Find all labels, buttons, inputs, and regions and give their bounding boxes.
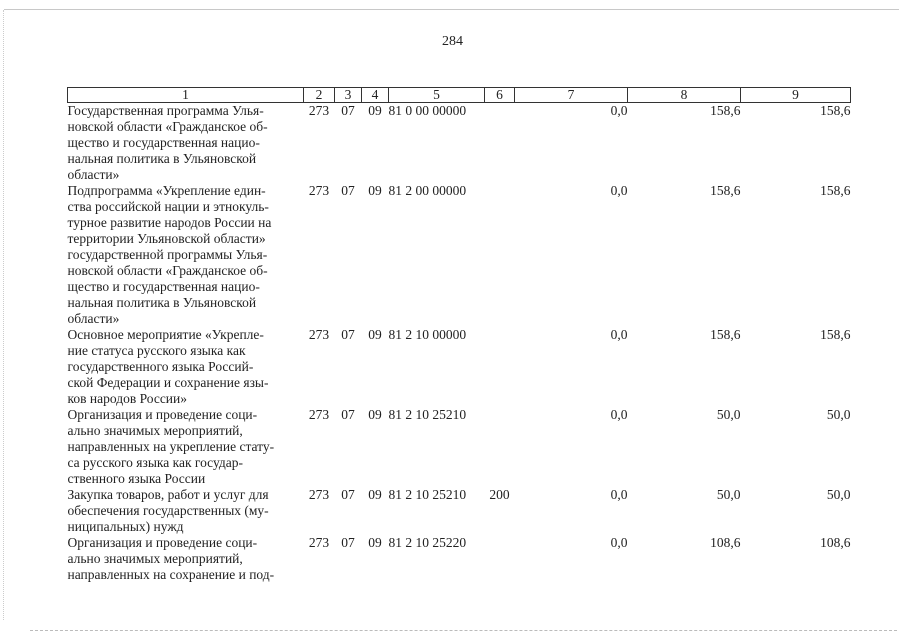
table-body: [68, 103, 851, 584]
row-name-line: щество и государственная нацио-: [67, 135, 260, 150]
row-name-line: ков народов России»: [67, 391, 188, 406]
row-name-line: ально значимых мероприятий,: [67, 423, 243, 438]
header-cell-2: 2: [304, 88, 335, 103]
row-name-line: Закупка товаров, работ и услуг для: [67, 487, 269, 502]
row-value-col7: 0,0: [610, 487, 628, 502]
row-subsection-code: 09: [368, 487, 382, 502]
header-cell-4: 4: [362, 88, 389, 103]
scan-bottom-edge: [30, 630, 897, 632]
row-ministry-code: 273: [308, 487, 330, 502]
row-subsection-code: 09: [368, 407, 382, 422]
row-name-line: Государственная программа Улья-: [67, 103, 264, 118]
row-name-line: области»: [67, 311, 120, 326]
row-name: [68, 183, 304, 327]
row-ministry-code: 273: [308, 535, 330, 550]
row-value-col7: 0,0: [610, 535, 628, 550]
row-name-line: территории Ульяновской области»: [67, 231, 266, 246]
scan-top-border: [4, 9, 899, 10]
row-section-code: 07: [341, 487, 355, 502]
row-name-line: щество и государственная нацио-: [67, 279, 260, 294]
row-target-article: 81 2 10 25210: [388, 487, 467, 502]
row-value-col8: 50,0: [716, 407, 741, 422]
header-cell-1: 1: [68, 88, 304, 103]
row-name-line: Организация и проведение соци-: [67, 535, 258, 550]
row-value-col9: 108,6: [820, 535, 851, 550]
row-value-col8: 158,6: [710, 103, 741, 118]
row-name-line: государственной программы Улья-: [67, 247, 268, 262]
row-value-col9: 158,6: [820, 103, 851, 118]
row-target-article: 81 0 00 00000: [388, 103, 467, 118]
row-subsection-code: 09: [368, 535, 382, 550]
row-name-line: ально значимых мероприятий,: [67, 551, 243, 566]
row-name: [68, 487, 304, 535]
row-value-col9: 158,6: [820, 183, 851, 198]
row-section-code: 07: [341, 327, 355, 342]
row-name-line: обеспечения государственных (му-: [67, 503, 269, 518]
row-target-article: 81 2 10 00000: [388, 327, 467, 342]
row-ministry-code: 273: [308, 183, 330, 198]
row-section-code: 07: [341, 407, 355, 422]
scan-left-edge: [3, 10, 5, 620]
row-value-col9: 158,6: [820, 327, 851, 342]
row-name-line: ственного языка России: [67, 471, 206, 486]
row-ministry-code: 273: [308, 103, 330, 118]
row-section-code: 07: [341, 535, 355, 550]
row-name-line: ской Федерации и сохранение язы-: [67, 375, 269, 390]
header-cell-7: 7: [515, 88, 628, 103]
row-name: [68, 103, 304, 184]
page-number: 284: [442, 34, 463, 49]
header-cell-9: 9: [741, 88, 851, 103]
row-name-line: Основное мероприятие «Укрепле-: [67, 327, 264, 342]
row-subsection-code: 09: [368, 183, 382, 198]
row-name-line: турное развитие народов России на: [67, 215, 272, 230]
row-name-line: Организация и проведение соци-: [67, 407, 258, 422]
row-target-article: 81 2 10 25220: [388, 535, 467, 550]
row-ministry-code: 273: [308, 327, 330, 342]
row-subsection-code: 09: [368, 327, 382, 342]
row-name-line: ниципальных) нужд: [67, 519, 184, 534]
header-row: [68, 88, 851, 103]
row-target-article: 81 2 10 25210: [388, 407, 467, 422]
row-name: [68, 535, 304, 583]
table-row: [68, 103, 851, 184]
table-row: [68, 535, 851, 583]
row-expense-type: [485, 183, 515, 327]
row-expense-type: [485, 407, 515, 487]
row-value-col8: 50,0: [716, 487, 741, 502]
row-value-col7: 0,0: [610, 183, 628, 198]
row-section-code: 07: [341, 183, 355, 198]
row-name-line: ние статуса русского языка как: [67, 343, 246, 358]
row-value-col9: 50,0: [826, 487, 851, 502]
row-name-line: государственного языка Россий-: [67, 359, 254, 374]
row-name: [68, 327, 304, 407]
table-row: [68, 183, 851, 327]
row-name-line: направленных на сохранение и под-: [67, 567, 275, 582]
header-cell-5: 5: [389, 88, 485, 103]
row-expense-type: [485, 103, 515, 184]
header-cell-6: 6: [485, 88, 515, 103]
row-name-line: Подпрограмма «Укрепление един-: [67, 183, 266, 198]
row-subsection-code: 09: [368, 103, 382, 118]
table-row: [68, 487, 851, 535]
row-ministry-code: 273: [308, 407, 330, 422]
row-name-line: нальная политика в Ульяновской: [67, 295, 257, 310]
row-name-line: новской области «Гражданское об-: [67, 119, 268, 134]
row-section-code: 07: [341, 103, 355, 118]
row-name-line: области»: [67, 167, 120, 182]
table-header: [68, 88, 851, 103]
row-name-line: ства российской нации и этнокуль-: [67, 199, 269, 214]
row-name: [68, 407, 304, 487]
row-name-line: направленных на укрепление стату-: [67, 439, 275, 454]
budget-table: [67, 87, 851, 583]
row-value-col8: 158,6: [710, 327, 741, 342]
row-name-line: нальная политика в Ульяновской: [67, 151, 257, 166]
row-value-col7: 0,0: [610, 103, 628, 118]
row-expense-type: [485, 535, 515, 583]
header-cell-3: 3: [335, 88, 362, 103]
row-value-col8: 108,6: [710, 535, 741, 550]
row-expense-type: 200: [489, 487, 510, 502]
table-row: [68, 327, 851, 407]
row-value-col9: 50,0: [826, 407, 851, 422]
row-value-col7: 0,0: [610, 327, 628, 342]
row-value-col8: 158,6: [710, 183, 741, 198]
header-cell-8: 8: [628, 88, 741, 103]
row-name-line: новской области «Гражданское об-: [67, 263, 268, 278]
row-expense-type: [485, 327, 515, 407]
row-target-article: 81 2 00 00000: [388, 183, 467, 198]
row-name-line: са русского языка как государ-: [67, 455, 243, 470]
row-value-col7: 0,0: [610, 407, 628, 422]
table-row: [68, 407, 851, 487]
